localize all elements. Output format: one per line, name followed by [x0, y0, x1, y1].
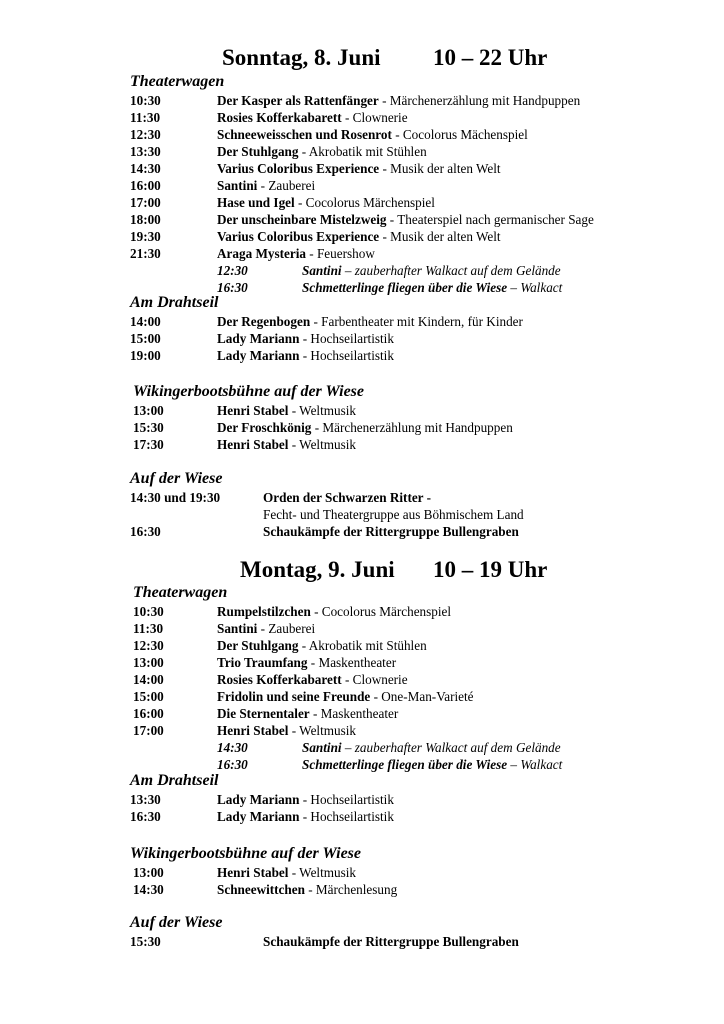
day1-viking-heading: Wikingerbootsbühne auf der Wiese: [133, 383, 364, 400]
day1-title: Sonntag, 8. Juni: [222, 45, 381, 70]
day2-title: Montag, 9. Juni: [240, 557, 395, 582]
day2-hours: 10 – 19 Uhr: [433, 557, 548, 582]
day2-viking-heading: Wikingerbootsbühne auf der Wiese: [130, 845, 361, 862]
day2-theater-heading: Theaterwagen: [133, 584, 228, 601]
day2-meadow-heading: Auf der Wiese: [130, 914, 223, 931]
day1-theater-heading: Theaterwagen: [130, 73, 225, 90]
day1-hours: 10 – 22 Uhr: [433, 45, 548, 70]
day2-rope-heading: Am Drahtseil: [130, 772, 219, 789]
day1-meadow-heading: Auf der Wiese: [130, 470, 223, 487]
day1-rope-heading: Am Drahtseil: [130, 294, 219, 311]
